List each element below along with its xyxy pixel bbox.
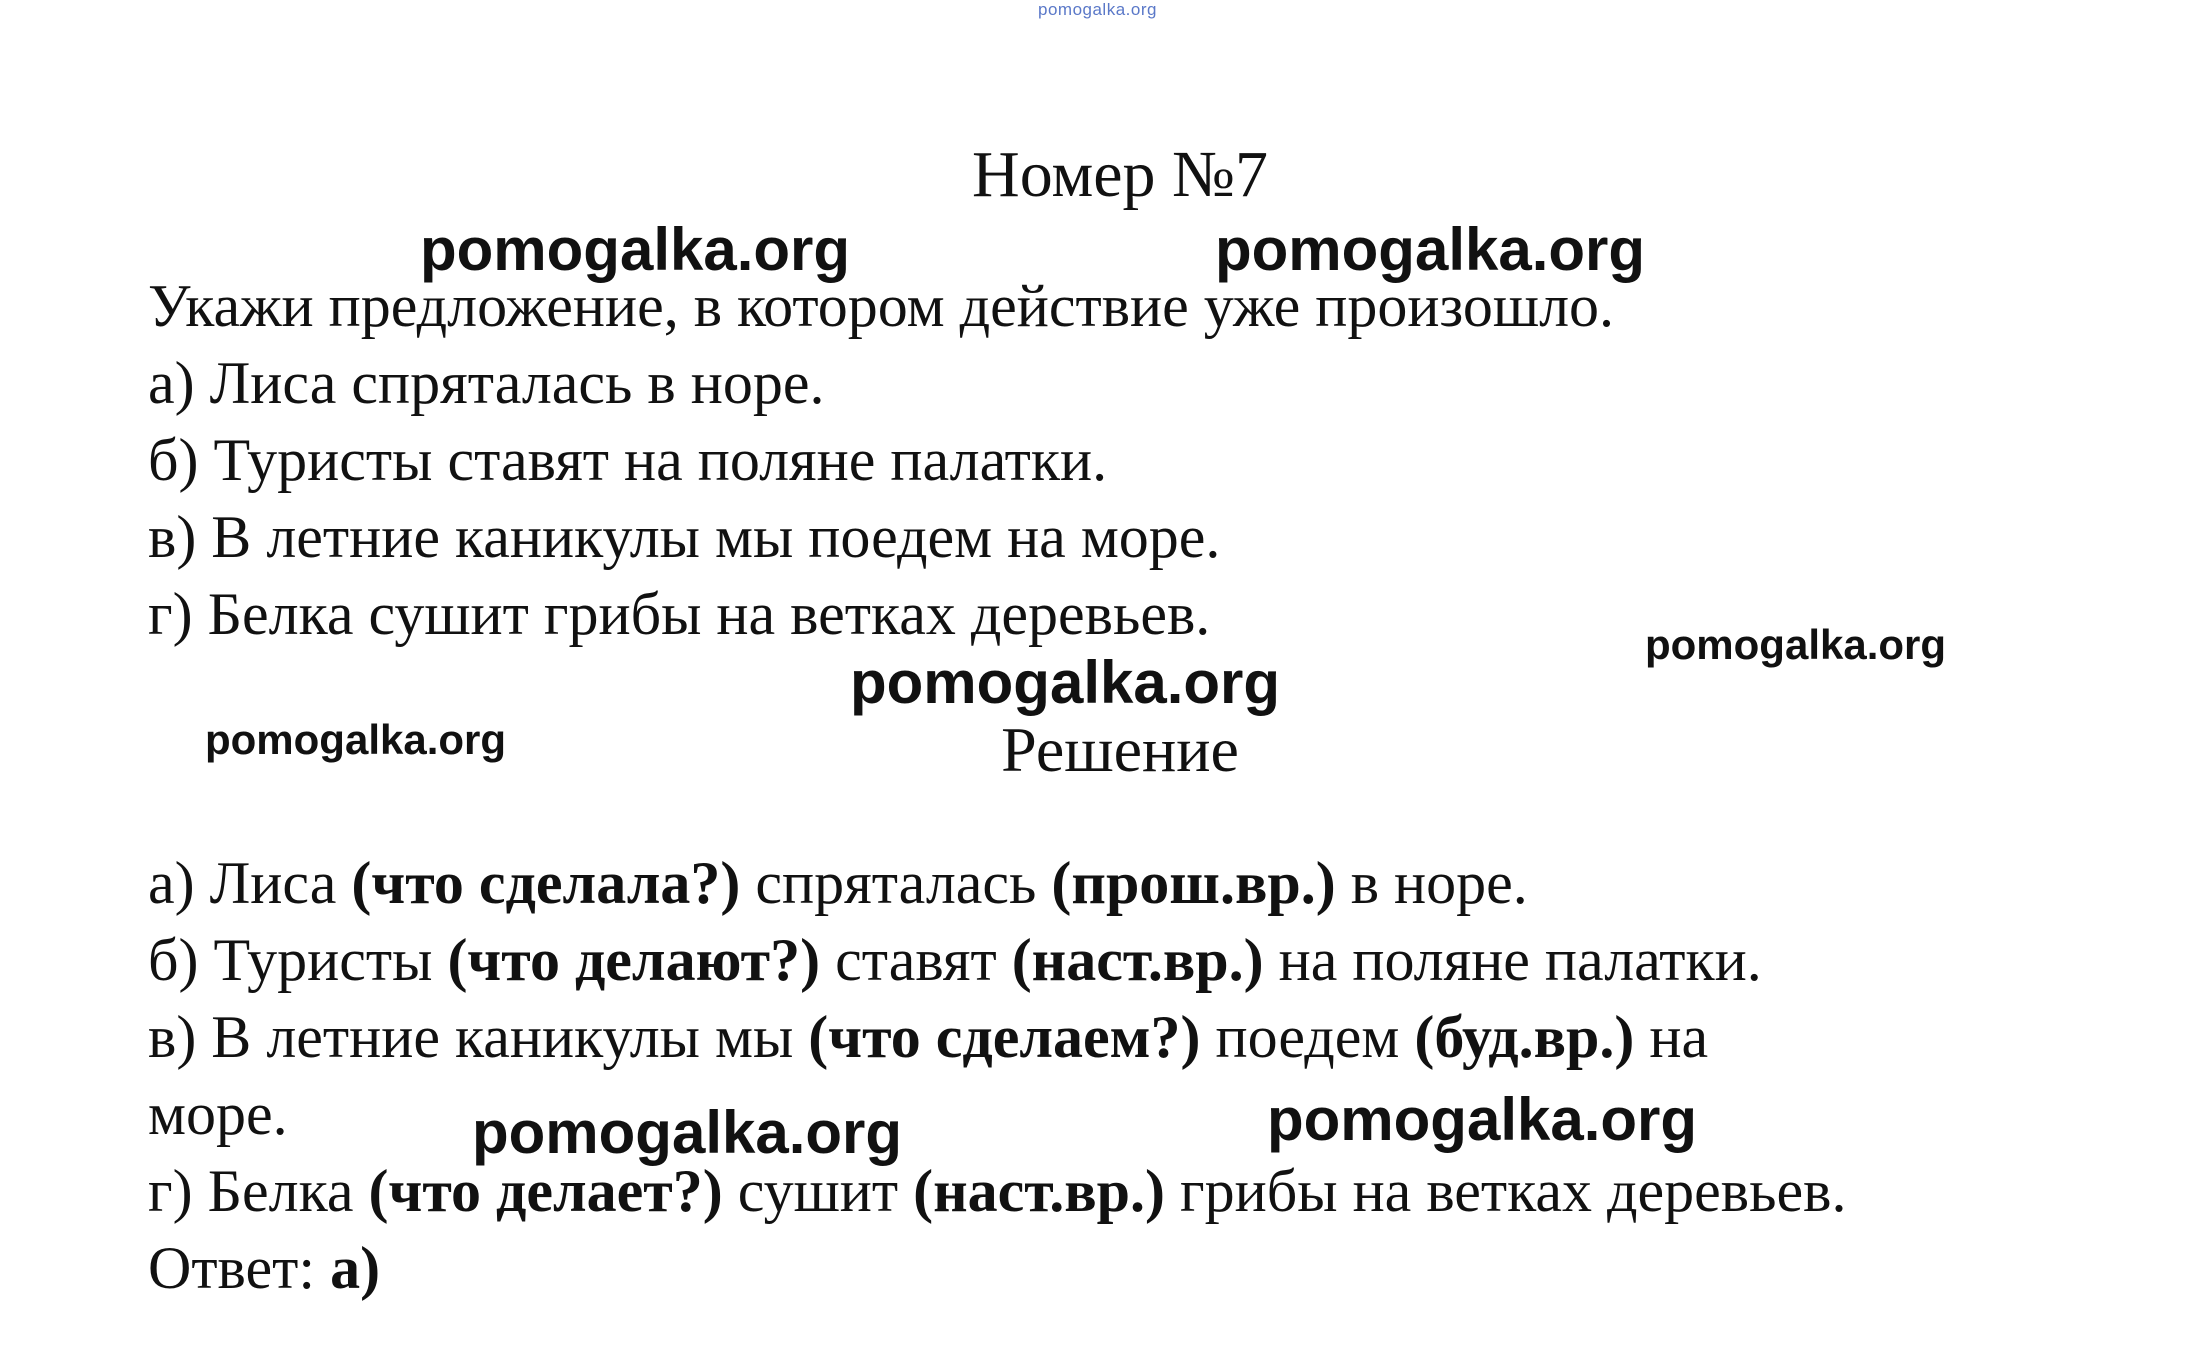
- plain-text: б) Туристы: [148, 927, 448, 993]
- watermark: pomogalka.org: [1267, 1086, 1698, 1153]
- header-watermark: pomogalka.org: [1038, 0, 1157, 19]
- solution-line-a: [148, 845, 1528, 921]
- plain-text: в норе.: [1335, 850, 1528, 916]
- answer-line: [148, 1230, 380, 1306]
- bold-question: (что сделала?): [351, 850, 741, 916]
- solution-title: Решение: [1001, 714, 1239, 785]
- plain-text: на поляне палатки.: [1263, 927, 1762, 993]
- answer-value: а): [330, 1235, 381, 1301]
- plain-text: на: [1634, 1004, 1709, 1070]
- solution-line-v: [148, 999, 1708, 1075]
- answer-label: Ответ:: [148, 1235, 331, 1301]
- plain-text: грибы на ветках деревьев.: [1165, 1158, 1847, 1224]
- watermark: pomogalka.org: [472, 1099, 903, 1166]
- bold-tense: (наст.вр.): [1011, 927, 1264, 993]
- bold-tense: (буд.вр.): [1414, 1004, 1635, 1070]
- watermark: pomogalka.org: [850, 649, 1281, 716]
- watermark: pomogalka.org: [420, 216, 851, 283]
- watermark: pomogalka.org: [1645, 621, 1947, 668]
- page-title: Номер №7: [972, 138, 1268, 211]
- watermark: pomogalka.org: [1215, 216, 1646, 283]
- task-question: Укажи предложение, в котором действие уже произошло.: [148, 273, 1615, 339]
- plain-text: спряталась: [740, 850, 1052, 916]
- task-option-a: а) Лиса спряталась в норе.: [148, 350, 825, 416]
- plain-text: в) В летние каникулы мы: [148, 1004, 809, 1070]
- task-option-b: б) Туристы ставят на поляне палатки.: [148, 427, 1108, 493]
- plain-text: а) Лиса: [148, 850, 352, 916]
- solution-line-v-continued: море.: [148, 1081, 288, 1147]
- watermark: pomogalka.org: [205, 716, 507, 763]
- solution-line-b: [148, 922, 1762, 998]
- bold-question: (что делает?): [368, 1158, 723, 1224]
- plain-text: поедем: [1200, 1004, 1415, 1070]
- task-option-g: г) Белка сушит грибы на ветках деревьев.: [148, 581, 1211, 647]
- bold-tense: (наст.вр.): [913, 1158, 1166, 1224]
- bold-tense: (прош.вр.): [1051, 850, 1336, 916]
- task-option-v: в) В летние каникулы мы поедем на море.: [148, 504, 1221, 570]
- solution-line-g: [148, 1153, 1846, 1229]
- bold-question: (что сделаем?): [808, 1004, 1201, 1070]
- plain-text: г) Белка: [148, 1158, 369, 1224]
- plain-text: ставят: [820, 927, 1012, 993]
- bold-question: (что делают?): [447, 927, 821, 993]
- plain-text: сушит: [722, 1158, 914, 1224]
